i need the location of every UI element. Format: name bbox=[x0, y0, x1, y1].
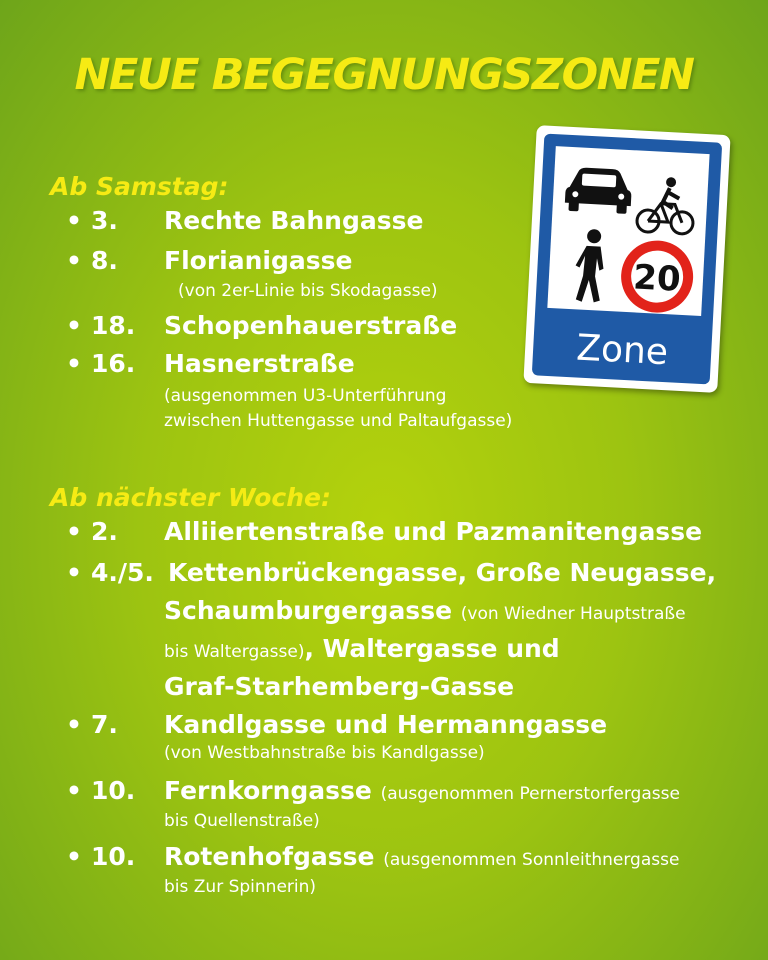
street-note: bis Waltergasse) bbox=[164, 642, 305, 662]
street-name: Hasnerstraße bbox=[164, 349, 355, 378]
street-line bbox=[164, 596, 686, 629]
street-note: (von Wiedner Hauptstraße bbox=[460, 604, 686, 624]
bullet: • bbox=[66, 246, 82, 275]
bullet: • bbox=[66, 349, 82, 378]
section-heading-next-week: Ab nächster Woche: bbox=[50, 483, 332, 512]
district-number: 2. bbox=[91, 517, 118, 546]
district-number: 16. bbox=[91, 349, 136, 378]
district-number: 4./5. bbox=[91, 558, 154, 587]
district-number: 10. bbox=[91, 776, 136, 805]
district-number: 8. bbox=[91, 246, 118, 275]
district-number: 3. bbox=[91, 206, 118, 235]
street-line bbox=[164, 634, 560, 667]
street-note: zwischen Huttengasse und Paltaufgasse) bbox=[164, 411, 513, 431]
street-note: (von Westbahnstraße bis Kandlgasse) bbox=[164, 743, 485, 763]
street-note: (von 2er-Linie bis Skodagasse) bbox=[178, 281, 438, 301]
street-name: Kettenbrückengasse, Große Neugasse, bbox=[168, 558, 717, 587]
street-note: (ausgenommen Sonnleithnergasse bbox=[383, 850, 680, 870]
bullet: • bbox=[66, 710, 82, 739]
speed-limit: 20 bbox=[632, 257, 682, 300]
street-line bbox=[164, 672, 514, 702]
street-name: Graf-Starhemberg-Gasse bbox=[164, 672, 515, 701]
street-name-text: Rotenhofgasse bbox=[164, 842, 375, 871]
bullet: • bbox=[66, 558, 82, 587]
bullet: • bbox=[66, 517, 82, 546]
bullet: • bbox=[66, 206, 82, 235]
street-name: , Waltergasse und bbox=[304, 634, 560, 663]
zone-label: Zone bbox=[575, 327, 670, 374]
street-name bbox=[164, 776, 680, 809]
district-number: 7. bbox=[91, 710, 118, 739]
street-note: (ausgenommen U3-Unterführung bbox=[164, 386, 447, 406]
street-name: Rechte Bahngasse bbox=[164, 206, 424, 235]
page-title: NEUE BEGEGNUNGSZONEN bbox=[74, 50, 694, 100]
district-number: 18. bbox=[91, 311, 136, 340]
section-heading-saturday: Ab Samstag: bbox=[50, 172, 229, 201]
street-name: Schopenhauerstraße bbox=[164, 311, 458, 340]
street-name: Florianigasse bbox=[164, 246, 353, 275]
bullet: • bbox=[66, 311, 82, 340]
street-note: bis Quellenstraße) bbox=[164, 811, 320, 831]
district-number: 10. bbox=[91, 842, 136, 871]
begegnungszone-sign bbox=[523, 125, 730, 393]
bullet: • bbox=[66, 842, 82, 871]
street-note: (ausgenommen Pernerstorfergasse bbox=[380, 784, 680, 804]
street-name-text: Fernkorngasse bbox=[164, 776, 372, 805]
street-name bbox=[164, 842, 679, 875]
street-name: Kandlgasse und Hermanngasse bbox=[164, 710, 608, 739]
street-note: bis Zur Spinnerin) bbox=[164, 877, 317, 897]
street-name: Schaumburgergasse bbox=[164, 596, 453, 625]
bullet: • bbox=[66, 776, 82, 805]
street-name: Alliiertenstraße und Pazmanitengasse bbox=[164, 517, 703, 546]
